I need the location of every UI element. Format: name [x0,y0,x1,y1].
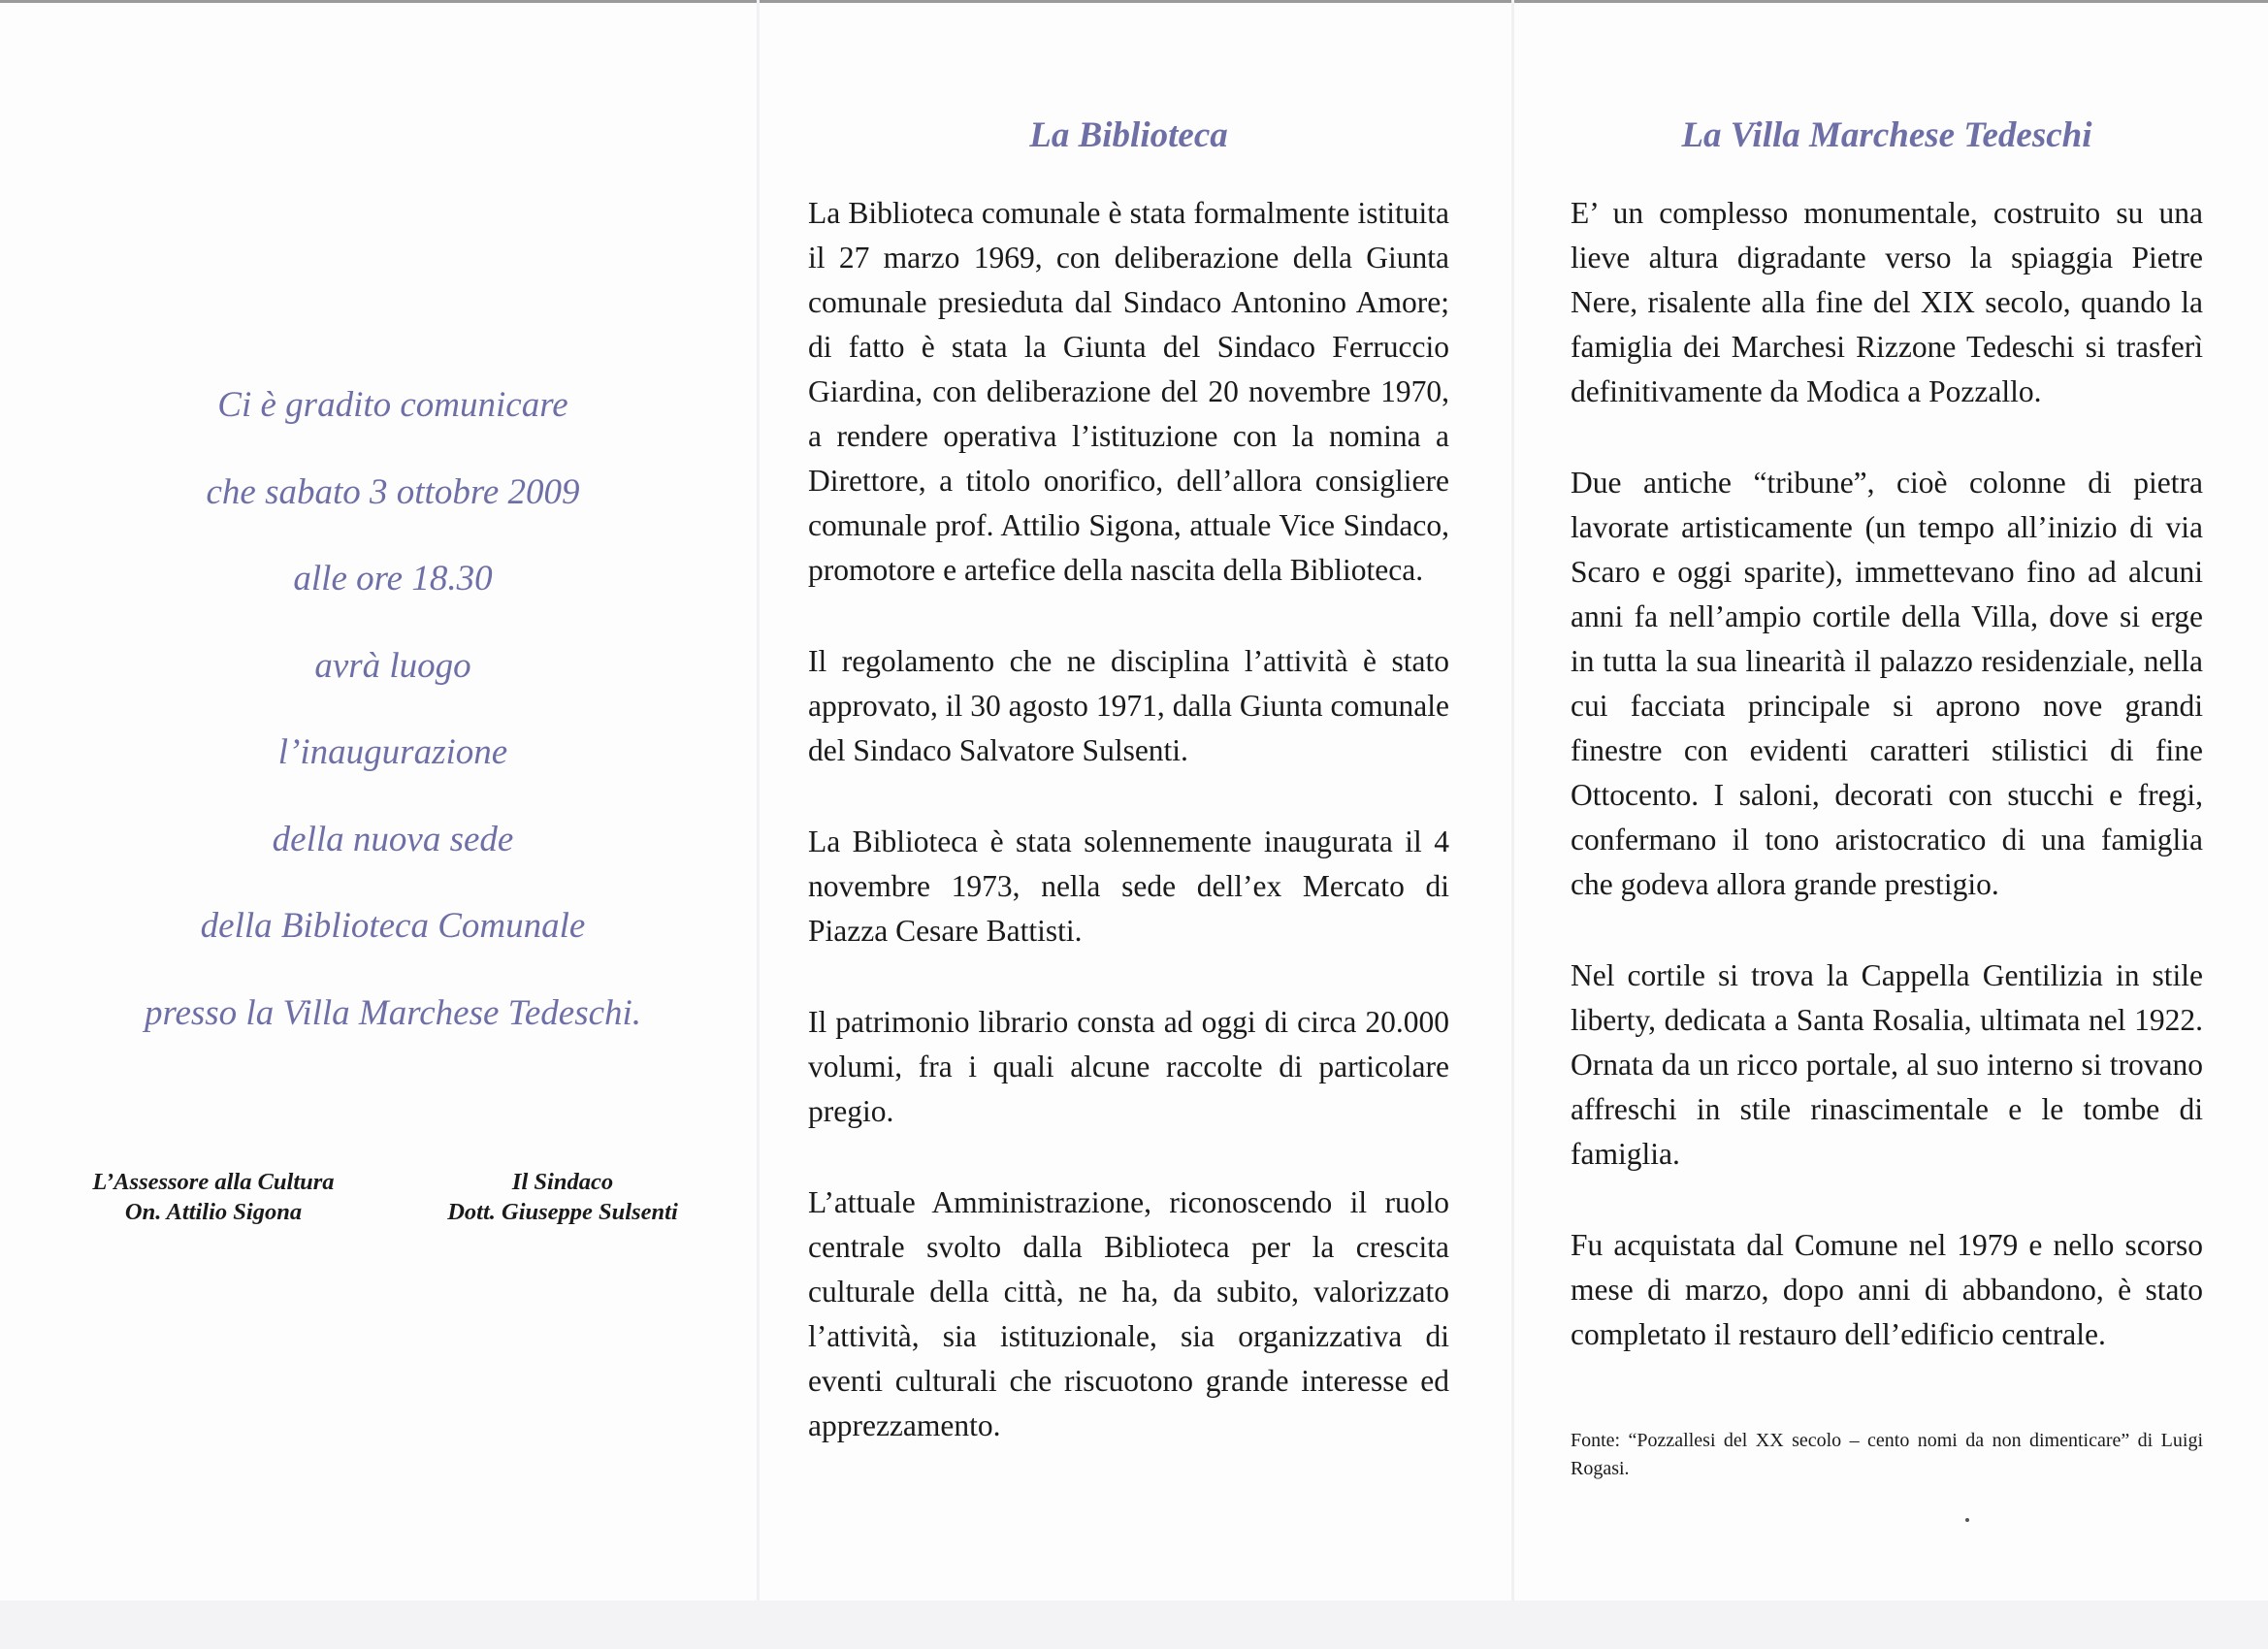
top-border [0,0,2268,3]
invitation-line: della nuova sede [272,819,514,859]
biblioteca-paragraph: Il patrimonio librario consta ad oggi di circa 20.000 volumi, fra i quali alcune raccolte di particolare pregio. [808,1005,1449,1128]
villa-title: La Villa Marchese Tedeschi [1681,115,2092,155]
invitation-line: avrà luogo [314,645,471,686]
invitation-line: presso la Villa Marchese Tedeschi. [144,992,642,1033]
villa-body [1571,191,2203,1357]
biblioteca-paragraph: La Biblioteca è stata solennemente inaugurata il 4 novembre 1973, nella sede dell’ex Mercato di Piazza Cesare Battisti. [808,824,1449,948]
biblioteca-paragraph: L’attuale Amministrazione, riconoscendo il ruolo centrale svolto dalla Biblioteca per la crescita culturale della città, ne ha, da subito, valorizzato l’attività, sia istituzionale, sia organizzativa di eventi culturali che riscuotono grande interesse ed apprezzamento. [808,1185,1449,1442]
biblioteca-title: La Biblioteca [1029,115,1228,155]
signatory-role: L’Assessore alla Cultura [92,1169,335,1195]
villa-paragraph: E’ un complesso monumentale, costruito su una lieve altura digradante verso la spiaggia Pietre Nere, risalente alla fine del XIX secolo, quando la famiglia dei Marchesi Rizzone Tedeschi si trasferì definitivamente da Modica a Pozzallo. [1571,196,2203,408]
speck [1965,1518,1969,1522]
biblioteca-paragraph: Il regolamento che ne disciplina l’attività è stato approvato, il 30 agosto 1971, dalla Giunta comunale del Sindaco Salvatore Sulsenti. [808,644,1449,767]
invitation-line: della Biblioteca Comunale [200,906,586,946]
signatory-role: Il Sindaco [511,1169,614,1195]
villa-paragraph: Nel cortile si trova la Cappella Gentilizia in stile liberty, dedicata a Santa Rosalia, ultimata nel 1922. Ornata da un ricco portale, al suo interno si trovano affreschi in stile rinascimentale e le tombe di famiglia. [1571,958,2203,1171]
villa-paragraph: Due antiche “tribune”, cioè colonne di pietra lavorate artisticamente (un tempo all’inizio di via Scaro e oggi sparite), immettevano fino ad alcuni anni fa nell’ampio cortile della Villa, dove si erge in tutta la sua linearità il palazzo residenziale, nella cui facciata principale si aprono nove grandi finestre con evidenti caratteri stilistici di fine Ottocento. I saloni, decorati con stucchi e fregi, confermano il tono aristocratico di una famiglia che godeva allora grande prestigio. [1571,466,2203,901]
signature-assessore [58,1167,369,1227]
signatory-name: On. Attilio Sigona [124,1199,303,1225]
invitation-line: l’inaugurazione [277,732,508,772]
invitation-line: che sabato 3 ottobre 2009 [206,471,580,512]
villa-paragraph: Fu acquistata dal Comune nel 1979 e nello scorso mese di marzo, dopo anni di abbandono, è stato completato il restauro dell’edificio centrale. [1571,1228,2203,1351]
biblioteca-body [808,191,1449,1448]
source-note: Fonte: “Pozzallesi del XX secolo – cento nomi da non dimenticare” di Luigi Rogasi. [1571,1430,2203,1479]
biblioteca-paragraph: La Biblioteca comunale è stata formalmente istituita il 27 marzo 1969, con deliberazione della Giunta comunale presieduta dal Sindaco Antonino Amore; di fatto è stata la Giunta del Sindaco Ferruccio Giardina, con deliberazione del 20 novembre 1970, a rendere operativa l’istituzione con la nomina a Direttore, a titolo onorifico, dell’allora consigliere comunale prof. Attilio Sigona, attuale Vice Sindaco, promotore e artefice della nascita della Biblioteca. [808,196,1449,587]
signature-sindaco [407,1167,718,1227]
fold-line-right [1511,0,1514,1600]
signatory-name: Dott. Giuseppe Sulsenti [447,1199,678,1225]
fold-line-left [757,0,760,1600]
invitation-line: Ci è gradito comunicare [217,385,568,425]
bottom-edge [0,1600,2268,1649]
invitation-line: alle ore 18.30 [293,559,493,598]
invitation-text [58,386,728,1081]
